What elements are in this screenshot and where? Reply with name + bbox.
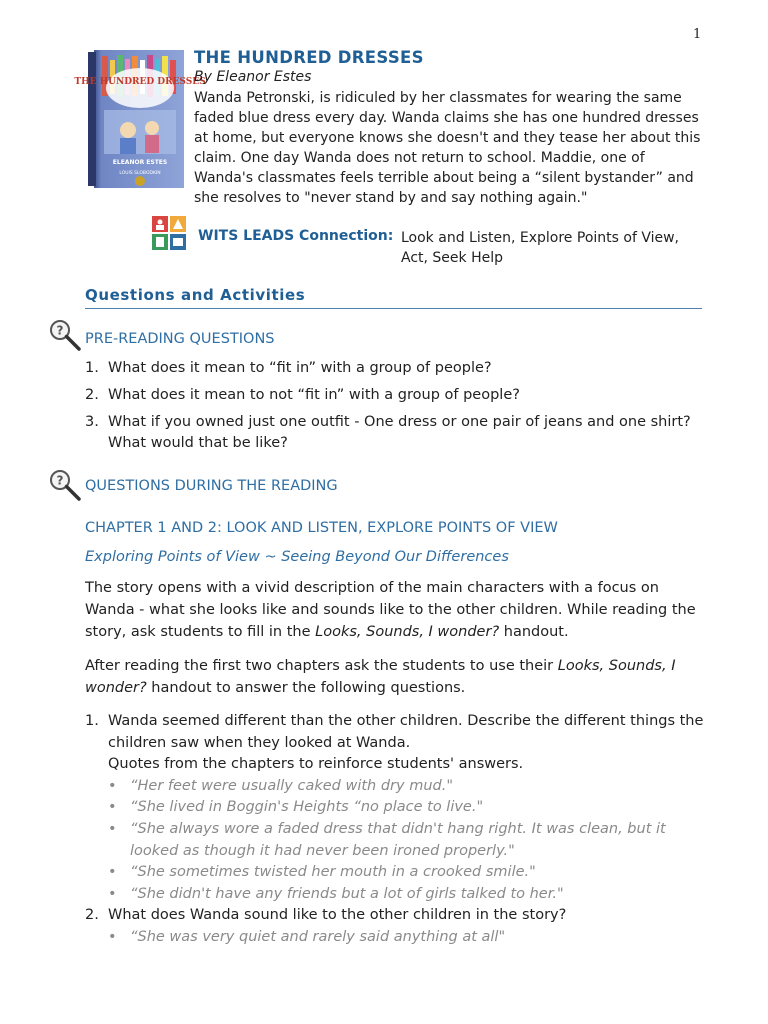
instruction-paragraph: After reading the first two chapters ask the students to use their Looks, Sounds, I wonder? handout to answer the following questions. — [85, 658, 676, 696]
question-item: 1. Wanda seemed different than the other children. Describe the different things the children saw when they looked at Wanda. Quotes from the chapters to reinforce students' answers. • “Her feet were usually caked with dry mud." • “She lived in Boggin's Heights “no place to live." • “She always wore a faded dress that didn't hang right. It was clean, but it looked as though it had never been ironed properly." • “She sometimes twisted her mouth in a crooked smile." • “She didn't have any friends but a lot of girls talked to her." — [85, 711, 705, 905]
section-divider — [85, 308, 702, 309]
during-reading-heading: QUESTIONS DURING THE READING — [85, 478, 338, 494]
pre-reading-questions — [85, 358, 705, 460]
magnifying-glass-question-icon — [48, 468, 82, 502]
list-item: 3. What if you owned just one outfit - One dress or one pair of jeans and one shirt? What would that be like? — [85, 414, 691, 451]
wits-leads-icon — [152, 216, 186, 250]
intro-paragraph: The story opens with a vivid description of the main characters with a focus on Wanda - what she looks like and sounds like to the other children. While reading the story, ask students to fill in the Looks, Sounds, I wonder? handout. — [85, 580, 696, 640]
question-note: Quotes from the chapters to reinforce students' answers. — [108, 756, 524, 773]
chapter-questions — [85, 711, 705, 949]
wits-connection-value: Look and Listen, Explore Points of View, Act, Seek Help — [401, 230, 679, 266]
section-title: Questions and Activities — [85, 286, 306, 304]
list-item: • “Her feet were usually caked with dry mud." — [108, 777, 454, 794]
page-number: 1 — [693, 27, 702, 42]
book-author: By Eleanor Estes — [194, 69, 312, 85]
pre-reading-heading: PRE-READING QUESTIONS — [85, 331, 275, 347]
cover-title-text: THE HUNDRED DRESSES — [74, 77, 206, 87]
book-title: THE HUNDRED DRESSES — [194, 48, 424, 67]
book-cover-image — [74, 50, 206, 188]
cover-author-text: ELEANOR ESTES — [112, 159, 168, 166]
list-item: • “She sometimes twisted her mouth in a crooked smile." — [108, 864, 536, 881]
list-item: • “She lived in Boggin's Heights “no place to live." — [108, 799, 484, 816]
svg-text:?: ? — [56, 323, 64, 338]
cover-illustrator-text: LOUIS SLOBODKIN — [119, 171, 161, 176]
points-of-view-subheading: Exploring Points of View ~ Seeing Beyond Our Differences — [85, 549, 509, 565]
list-item: • “She always wore a faded dress that didn't hang right. It was clean, but it looked as though it had never been ironed properly." — [108, 820, 666, 859]
wits-connection-label: WITS LEADS Connection: — [198, 228, 394, 244]
list-item: 2. What does it mean to not “fit in” with a group of people? — [85, 387, 520, 403]
book-summary: Wanda Petronski, is ridiculed by her classmates for wearing the same faded blue dress every day. Wanda claims she has one hundred dresses at home, but everyone knows she doesn't and they tease her about this claim. One day Wanda does not return to school. Maddie, one of Wanda's classmates feels terrible about being a “silent bystander” and she resolves to "never stand by and say nothing again." — [194, 90, 701, 206]
question-item: 2. What does Wanda sound like to the other children in the story? • “She was very quiet and rarely said anything at all" — [85, 905, 705, 948]
list-item: • “She was very quiet and rarely said anything at all" — [108, 928, 506, 945]
svg-text:?: ? — [56, 473, 64, 488]
quote-list — [108, 776, 705, 906]
list-item: • “She didn't have any friends but a lot of girls talked to her." — [108, 885, 564, 902]
chapter-heading: CHAPTER 1 AND 2: LOOK AND LISTEN, EXPLORE POINTS OF VIEW — [85, 520, 558, 536]
list-item: 1. What does it mean to “fit in” with a group of people? — [85, 360, 492, 376]
magnifying-glass-question-icon — [48, 318, 82, 352]
quote-list — [108, 927, 705, 949]
